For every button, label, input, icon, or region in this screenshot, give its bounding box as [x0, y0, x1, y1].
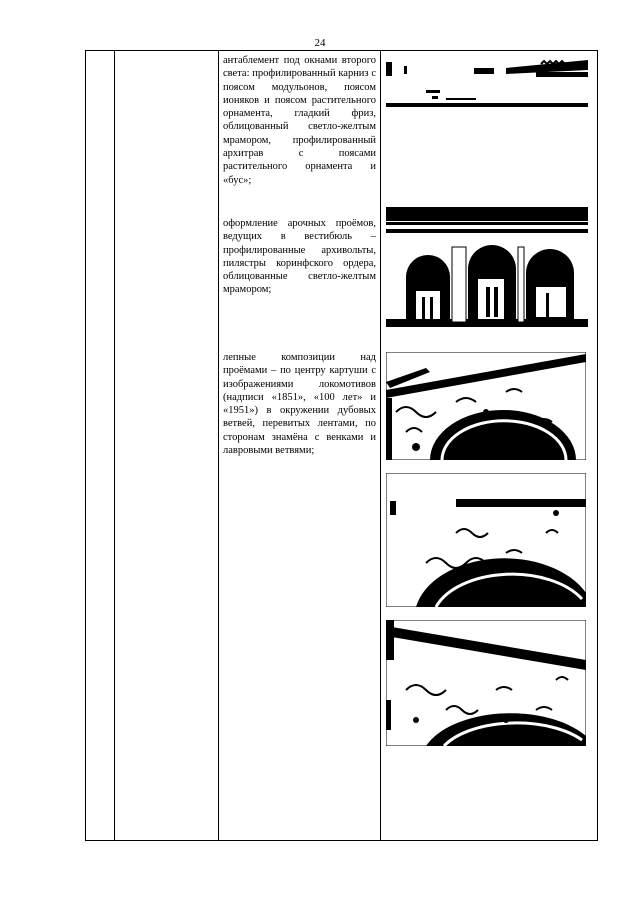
entablature-photo: [386, 54, 588, 112]
stucco-photo-3: [386, 620, 586, 746]
description-text: оформление арочных проёмов, ведущих в вестибюль – профилированные архивольты, пилястры коринфского ордера, облицованные светло-желтым мрамором;: [223, 218, 376, 296]
stucco-photo-2: [386, 473, 586, 607]
description-cell-1: [223, 54, 376, 187]
description-cell-2: [223, 217, 376, 297]
description-text: антаблемент под окнами второго света: профилированный карниз с поясом модульонов, поясом ионяков и поясом растительного орнамента, гладкий фриз, облицованный светло-желтым мрамором, профилированный архитрав с поясами растительного орнамента и «бус»;: [223, 55, 376, 186]
column-divider-3: [380, 50, 381, 841]
stucco-photo-1: [386, 352, 586, 460]
column-divider-2: [218, 50, 219, 841]
column-divider-1: [114, 50, 115, 841]
table-border-left: [85, 50, 86, 841]
page-number: 24: [314, 37, 326, 49]
description-text: лепные композиции над проёмами – по центру картуши с изображениями локомотивов (надписи «1851», «100 лет» и «1951») в окружении дубовых ветвей, перевитых лентами, по сторонам знамёна с венками и лавровыми ветвями;: [223, 352, 376, 457]
description-cell-3: [223, 351, 376, 457]
table-border-right: [597, 50, 598, 841]
arched-openings-photo: [386, 207, 588, 327]
